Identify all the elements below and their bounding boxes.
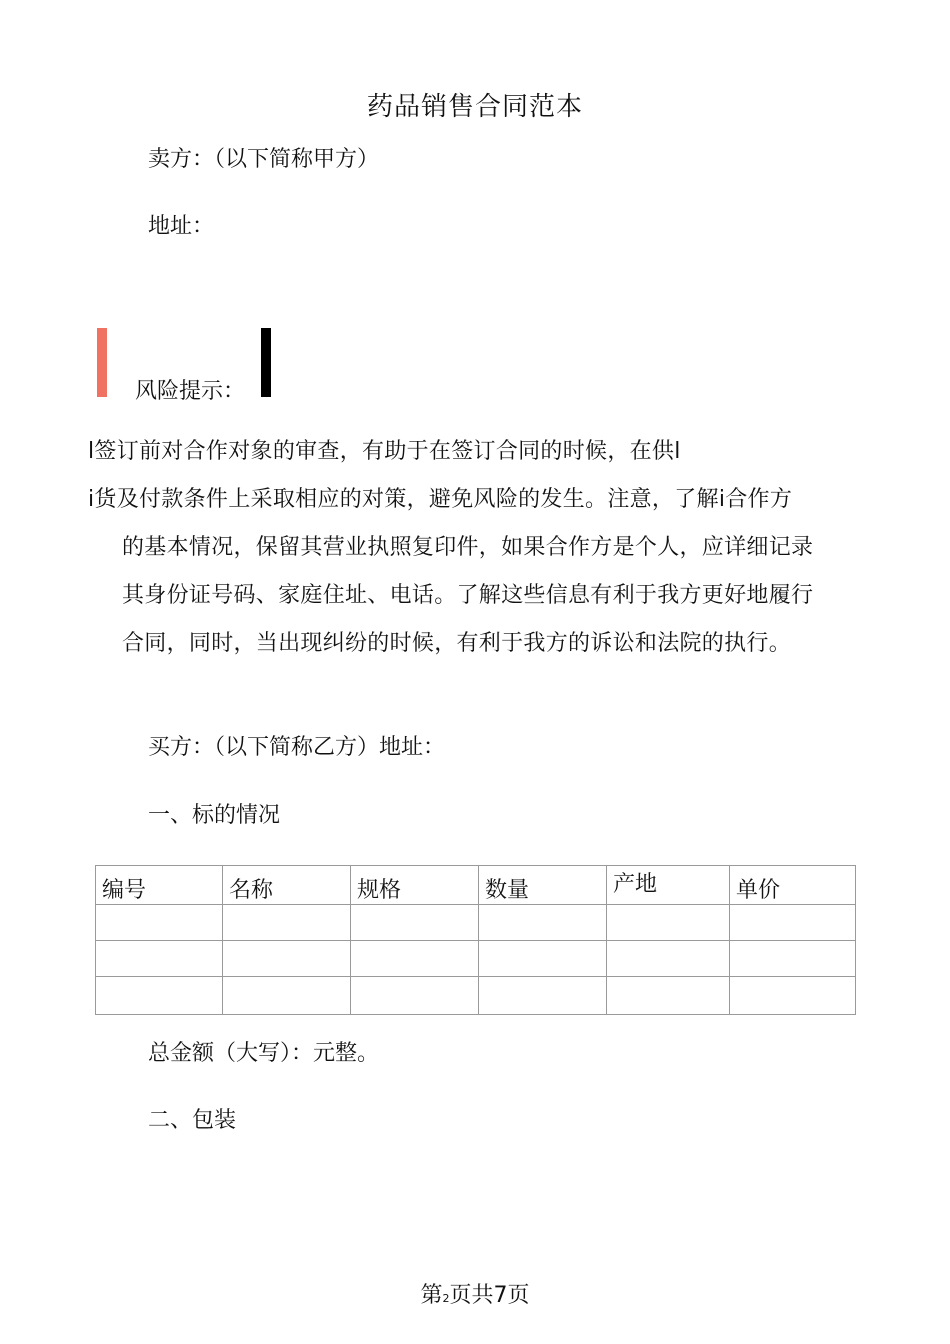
table-cell: [351, 941, 479, 977]
footer-suffix: 页共7页: [449, 1283, 530, 1308]
seller-line: 卖方：（以下简称甲方）: [148, 147, 380, 172]
risk-text-line: l签订前对合作对象的审查，有助于在签订合同的时候，在供l: [88, 439, 681, 464]
table-cell: [730, 905, 856, 941]
table-cell: [96, 977, 223, 1015]
table-cell: [223, 941, 351, 977]
goods-table: [95, 865, 856, 1015]
col-header-origin: 产地: [607, 866, 730, 905]
table-cell: [607, 977, 730, 1015]
col-header-number: 编号: [96, 866, 223, 905]
table-header-row: [96, 866, 856, 905]
table-cell: [479, 905, 607, 941]
risk-label: 风险提示：: [135, 379, 246, 404]
col-header-spec: 规格: [351, 866, 479, 905]
col-header-name: 名称: [223, 866, 351, 905]
risk-text-line: 其身份证号码、家庭住址、电话。了解这些信息有利于我方更好地履行: [122, 583, 814, 608]
table-cell: [607, 905, 730, 941]
col-header-unit-price: 单价: [730, 866, 856, 905]
table-cell: [479, 977, 607, 1015]
footer-page-number: 2: [442, 1292, 450, 1305]
table-row: [96, 941, 856, 977]
table-cell: [607, 941, 730, 977]
document-title: 药品销售合同范本: [366, 92, 583, 122]
table-cell: [479, 941, 607, 977]
risk-text-line: 合同，同时，当出现纠纷的时候，有利于我方的诉讼和法院的执行。: [122, 631, 792, 656]
table-cell: [96, 941, 223, 977]
seller-address-line: 地址：: [148, 214, 215, 239]
table-cell: [730, 977, 856, 1015]
page-footer: [0, 1278, 950, 1309]
table-cell: [223, 977, 351, 1015]
table-cell: [96, 905, 223, 941]
col-header-quantity: 数量: [479, 866, 607, 905]
risk-marker-red-bar: [97, 328, 107, 397]
risk-marker-black-bar: [261, 328, 271, 397]
risk-text-line: i货及付款条件上采取相应的对策，避免风险的发生。注意，了解i合作方: [88, 487, 793, 512]
table-row: [96, 905, 856, 941]
risk-text-line: 的基本情况，保留其营业执照复印件，如果合作方是个人，应详细记录: [122, 535, 814, 560]
section-heading-packaging: 二、包装: [148, 1108, 237, 1133]
section-heading-subject: 一、标的情况: [148, 803, 281, 828]
table-cell: [223, 905, 351, 941]
table-row: [96, 977, 856, 1015]
table-cell: [351, 905, 479, 941]
table-cell: [351, 977, 479, 1015]
table-cell: [730, 941, 856, 977]
buyer-line: 买方：（以下简称乙方）地址：: [148, 735, 446, 760]
total-amount-line: 总金额（大写）：元整。: [148, 1041, 380, 1066]
footer-prefix: 第: [420, 1283, 443, 1308]
